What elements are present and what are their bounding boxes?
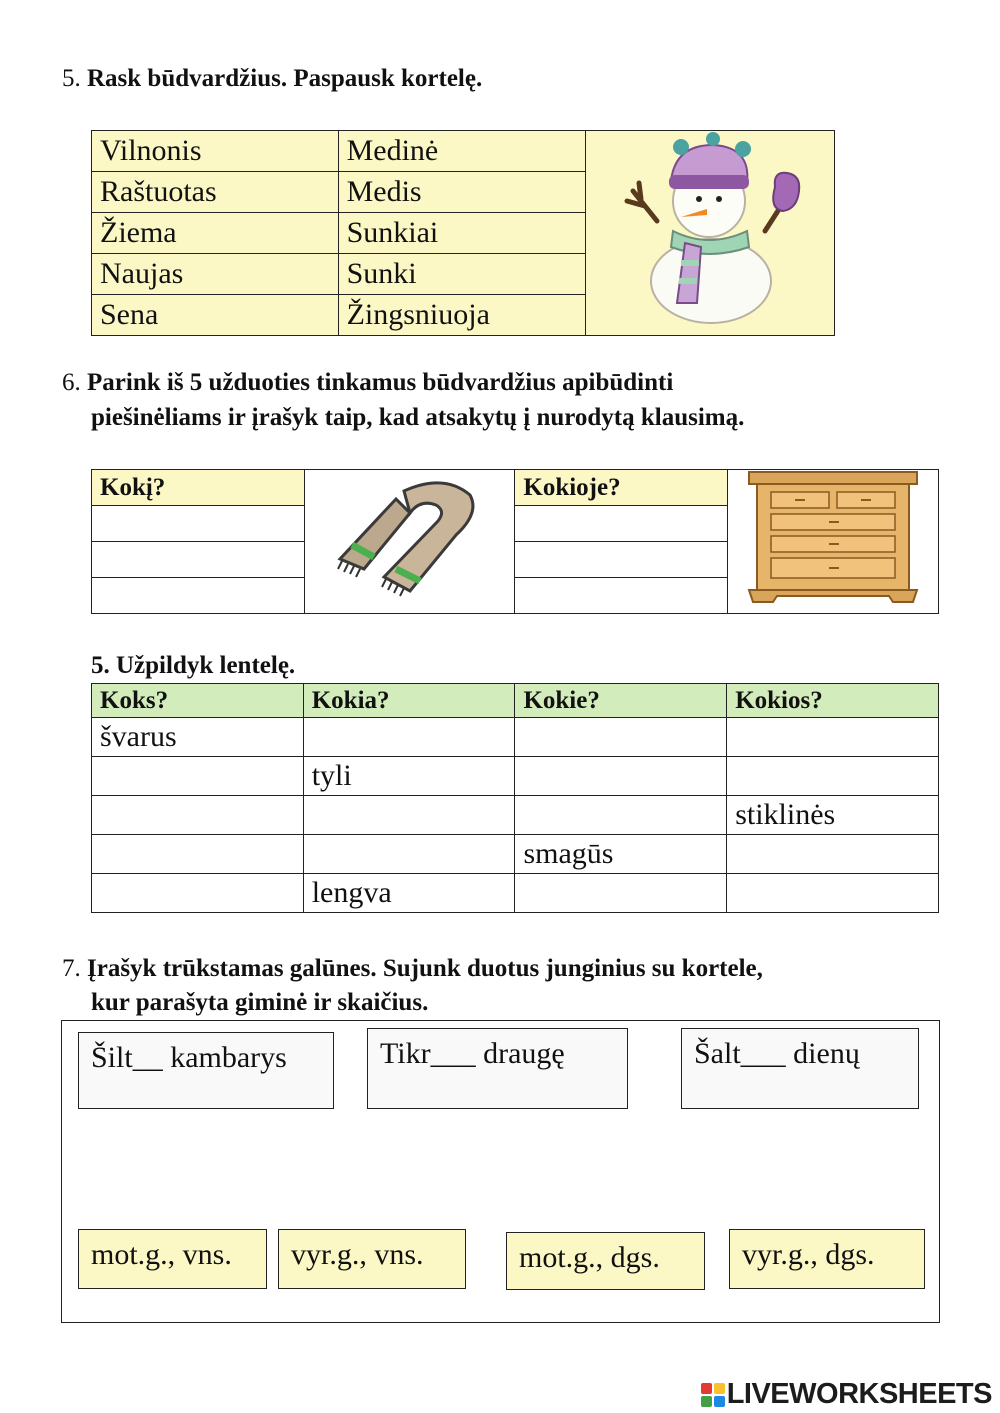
category-card[interactable]: mot.g., dgs. [506, 1232, 705, 1290]
kokioje-header: Kokioje? [515, 470, 728, 506]
table-cell[interactable]: stiklinės [727, 796, 939, 835]
liveworksheets-logo [701, 1378, 992, 1411]
answer-cell[interactable] [92, 506, 305, 542]
table-cell[interactable] [303, 796, 515, 835]
category-card[interactable]: mot.g., vns. [78, 1229, 267, 1289]
category-card[interactable]: vyr.g., vns. [278, 1229, 466, 1289]
phrase-card[interactable]: Šilt__ kambarys [78, 1032, 334, 1109]
table-cell[interactable] [515, 874, 727, 913]
word-card[interactable]: Medis [338, 172, 586, 213]
word-card[interactable]: Sunki [338, 254, 586, 295]
phrase-card[interactable]: Šalt___ dienų [681, 1028, 919, 1109]
snowman-icon [615, 131, 805, 327]
word-card[interactable]: Raštuotas [92, 172, 339, 213]
table-cell[interactable] [515, 718, 727, 757]
task5b-heading [91, 649, 295, 683]
word-card[interactable]: Žingsniuoja [338, 295, 586, 336]
task6-heading [62, 366, 673, 400]
category-card[interactable]: vyr.g., dgs. [729, 1229, 925, 1289]
task5-card-table [91, 130, 835, 336]
table-cell[interactable] [727, 757, 939, 796]
task7-heading [62, 952, 763, 986]
scarf-image-cell [304, 470, 515, 614]
task5-heading [62, 62, 482, 96]
table-cell[interactable] [92, 874, 304, 913]
column-header: Kokia? [303, 684, 515, 718]
word-card[interactable]: Žiema [92, 213, 339, 254]
scarf-icon [334, 473, 484, 603]
table-cell[interactable]: lengva [303, 874, 515, 913]
task6-number: 6. [62, 369, 81, 396]
table-cell[interactable] [515, 796, 727, 835]
task5-number: 5. [62, 65, 81, 92]
column-header: Kokios? [727, 684, 939, 718]
answer-cell[interactable] [515, 506, 728, 542]
task5-title: Rask būdvardžius. Paspausk kortelę. [87, 65, 483, 92]
table-cell[interactable]: švarus [92, 718, 304, 757]
snowman-image-cell [586, 131, 835, 336]
task6-table [91, 469, 939, 614]
column-header: Koks? [92, 684, 304, 718]
dresser-image-cell [728, 470, 939, 614]
table-cell[interactable]: tyli [303, 757, 515, 796]
task6-line2: piešinėliams ir įrašyk taip, kad atsakytų į nurodytą klausimą. [91, 404, 745, 431]
answer-cell[interactable] [515, 542, 728, 578]
table-cell[interactable] [303, 835, 515, 874]
table-cell[interactable] [727, 835, 939, 874]
phrase-card[interactable]: Tikr___ draugę [367, 1028, 628, 1109]
answer-cell[interactable] [515, 578, 728, 614]
table-cell[interactable] [515, 757, 727, 796]
task6-line1: Parink iš 5 užduoties tinkamus būdvardžius apibūdinti [87, 369, 674, 396]
table-cell[interactable] [303, 718, 515, 757]
table-cell[interactable] [92, 796, 304, 835]
task5b-table [91, 683, 939, 913]
word-card[interactable]: Sunkiai [338, 213, 586, 254]
task7-line1: Įrašyk trūkstamas galūnes. Sujunk duotus junginius su kortele, [87, 955, 763, 982]
logo-text: LIVEWORKSHEETS [726, 1378, 992, 1410]
table-cell[interactable] [727, 718, 939, 757]
table-cell[interactable]: smagūs [515, 835, 727, 874]
word-card[interactable]: Naujas [92, 254, 339, 295]
task7-line2: kur parašyta giminė ir skaičius. [91, 989, 429, 1016]
word-card[interactable]: Medinė [338, 131, 586, 172]
dresser-icon [743, 470, 923, 606]
task6-heading-line2 [91, 401, 744, 435]
column-header: Kokie? [515, 684, 727, 718]
koki-header: Kokį? [92, 470, 305, 506]
table-cell[interactable] [92, 835, 304, 874]
word-card[interactable]: Vilnonis [92, 131, 339, 172]
table-cell[interactable] [727, 874, 939, 913]
word-card[interactable]: Sena [92, 295, 339, 336]
task7-number: 7. [62, 955, 81, 982]
answer-cell[interactable] [92, 542, 305, 578]
liveworksheets-logo-icon [701, 1383, 725, 1407]
answer-cell[interactable] [92, 578, 305, 614]
task5b-title: 5. Užpildyk lentelę. [91, 652, 296, 679]
table-cell[interactable] [92, 757, 304, 796]
task7-heading-line2 [91, 986, 428, 1020]
